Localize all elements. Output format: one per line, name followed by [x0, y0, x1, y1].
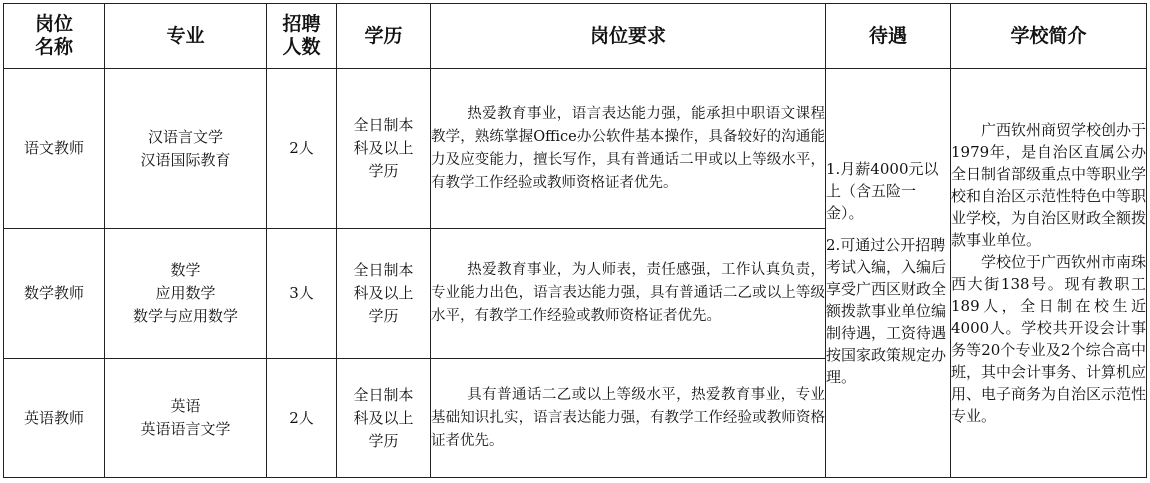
school-intro-cell [951, 69, 1147, 478]
position-cell: 英语教师 [4, 359, 105, 478]
header-count: 招聘 人数 [267, 4, 337, 69]
benefit-item: 2.可通过公开招聘考试入编，入编后享受广西区财政全额拨款事业单位编制待遇，工资待遇按国家政策规定办理。 [826, 236, 947, 386]
intro-paragraph: 广西钦州商贸学校创办于1979年，是自治区直属公办全日制省部级重点中等职业学校和自治区示范性特色中等职业学校，为自治区财政全额拨款事业单位。 [951, 121, 1147, 249]
education-cell: 全日制本 科及以上 学历 [337, 229, 431, 359]
header-requirements: 岗位要求 [431, 4, 826, 69]
count-cell: 2人 [267, 359, 337, 478]
education-cell: 全日制本 科及以上 学历 [337, 359, 431, 478]
benefit-item: 1.月薪4000元以上（含五险一金）。 [826, 160, 939, 222]
requirements-cell: 具有普通话二乙或以上等级水平，热爱教育事业，专业基础知识扎实，语言表达能力强，有教学工作经验或教师资格证者优先。 [431, 359, 826, 478]
count-cell: 3人 [267, 229, 337, 359]
header-row [4, 4, 1147, 69]
major-cell: 汉语言文学 汉语国际教育 [105, 69, 267, 229]
position-cell: 数学教师 [4, 229, 105, 359]
requirements-cell: 热爱教育事业，语言表达能力强，能承担中职语文课程教学，熟练掌握Office办公软件基本操作，具备较好的沟通能力及应变能力，擅长写作，具有普通话二甲或以上等级水平，有教学工作经验或教师资格证者优先。 [431, 69, 826, 229]
major-cell: 数学 应用数学 数学与应用数学 [105, 229, 267, 359]
recruitment-table [3, 3, 1147, 478]
education-cell: 全日制本 科及以上 学历 [337, 69, 431, 229]
benefits-cell [826, 69, 951, 478]
count-cell: 2人 [267, 69, 337, 229]
requirements-cell: 热爱教育事业，为人师表，责任感强，工作认真负责，专业能力出色，语言表达能力强，具有普通话二乙或以上等级水平，有教学工作经验或教师资格证者优先。 [431, 229, 826, 359]
header-benefits: 待遇 [826, 4, 951, 69]
table-row [4, 69, 1147, 229]
header-major: 专业 [105, 4, 267, 69]
position-cell: 语文教师 [4, 69, 105, 229]
intro-paragraph: 学校位于广西钦州市南珠西大街138号。现有教职工189人，全日制在校生近4000人。学校共开设会计事务等20个专业及2个综合高中班，其中会计事务、计算机应用、电子商务为自治区示范性专业。 [951, 253, 1147, 425]
major-cell: 英语 英语语言文学 [105, 359, 267, 478]
header-school-intro: 学校简介 [951, 4, 1147, 69]
header-education: 学历 [337, 4, 431, 69]
header-position: 岗位 名称 [4, 4, 105, 69]
